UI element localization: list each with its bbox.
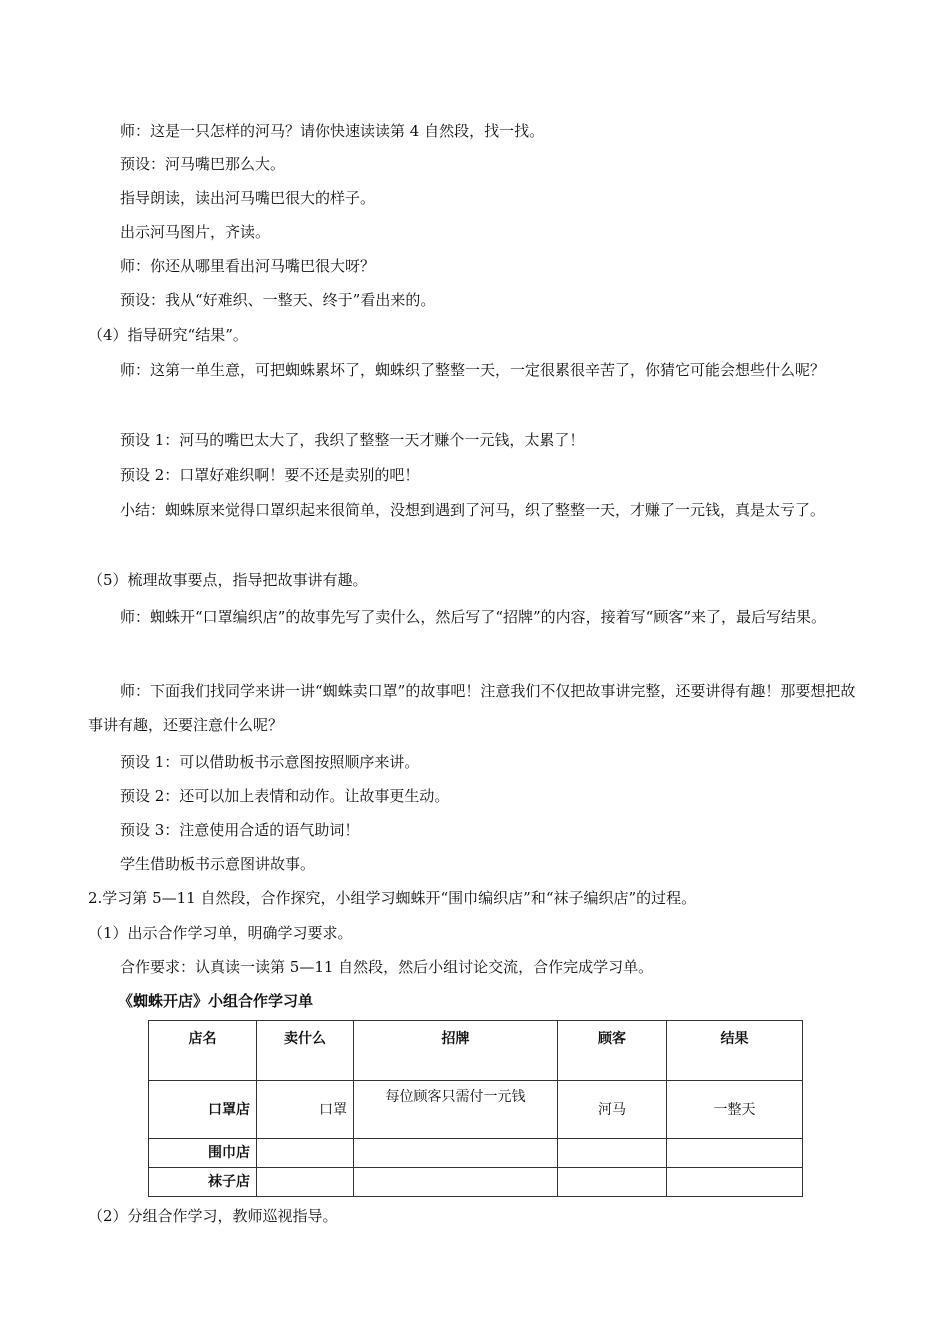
text-line: 师：你还从哪里看出河马嘴巴很大呀？ [120, 257, 376, 275]
text-line: 预设 3：注意使用合适的语气助词！ [120, 821, 360, 839]
table-header-row [149, 1021, 803, 1081]
table-cell [558, 1139, 667, 1168]
table-cell [354, 1168, 558, 1197]
table-row [149, 1139, 803, 1168]
text-line: 预设：河马嘴巴那么大。 [120, 155, 286, 173]
text-line: 预设 2：口罩好难织啊！要不还是卖别的吧！ [120, 466, 420, 484]
table-cell [558, 1168, 667, 1197]
section-heading: （2）分组合作学习，教师巡视指导。 [88, 1207, 338, 1225]
text-line: 预设 1：可以借助板书示意图按照顺序来讲。 [120, 753, 420, 771]
header-cell: 店名 [149, 1021, 257, 1081]
text-line: 预设 1：河马的嘴巴太大了，我织了整整一天才赚个一元钱，太累了！ [120, 431, 585, 449]
paragraph: 师：这第一单生意，可把蜘蛛累坏了，蜘蛛织了整整一天，一定很累很辛苦了，你猜它可能会想些什么呢？ [120, 361, 826, 379]
section-heading: （1）出示合作学习单，明确学习要求。 [88, 924, 353, 942]
header-cell: 招牌 [354, 1021, 558, 1081]
header-cell: 卖什么 [257, 1021, 354, 1081]
table-cell [257, 1139, 354, 1168]
table-row [149, 1081, 803, 1139]
table-cell: 一整天 [667, 1081, 803, 1139]
table-cell [667, 1168, 803, 1197]
table-cell: 口罩 [257, 1081, 354, 1139]
section-heading: （4）指导研究“结果”。 [88, 326, 248, 344]
header-cell: 结果 [667, 1021, 803, 1081]
table-cell [667, 1139, 803, 1168]
section-heading: （5）梳理故事要点，指导把故事讲有趣。 [88, 571, 368, 589]
study-sheet-table [148, 1020, 803, 1197]
text-line: 预设 2：还可以加上表情和动作。让故事更生动。 [120, 787, 450, 805]
table-cell: 口罩店 [149, 1081, 257, 1139]
table-cell: 每位顾客只需付一元钱 [354, 1081, 558, 1139]
table-cell: 围巾店 [149, 1139, 257, 1168]
paragraph: 小结：蜘蛛原来觉得口罩织起来很简单，没想到遇到了河马，织了整整一天，才赚了一元钱，真是太亏了。 [120, 501, 826, 519]
table-cell [354, 1139, 558, 1168]
text-line: 合作要求：认真读一读第 5—11 自然段，然后小组讨论交流，合作完成学习单。 [120, 958, 654, 976]
table-row [149, 1168, 803, 1197]
text-line: 出示河马图片，齐读。 [120, 223, 271, 241]
table-caption: 《蜘蛛开店》小组合作学习单 [118, 992, 314, 1010]
section-heading: 2.学习第 5—11 自然段，合作探究，小组学习蜘蛛开“围巾编织店”和“袜子编织店”的过程。 [88, 889, 697, 907]
text-line: 学生借助板书示意图讲故事。 [120, 855, 316, 873]
paragraph: 师：下面我们找同学来讲一讲“蜘蛛卖口罩”的故事吧！注意我们不仅把故事讲完整，还要讲得有趣！那要想把故事讲有趣，还要注意什么呢？ [88, 682, 856, 734]
table-cell: 河马 [558, 1081, 667, 1139]
header-cell: 顾客 [558, 1021, 667, 1081]
text-line: 指导朗读，读出河马嘴巴很大的样子。 [120, 189, 376, 207]
table-cell [257, 1168, 354, 1197]
table-cell: 袜子店 [149, 1168, 257, 1197]
paragraph: 师：蜘蛛开“口罩编织店”的故事先写了卖什么，然后写了“招牌”的内容，接着写“顾客”来了，最后写结果。 [120, 608, 827, 626]
text-line: 师：这是一只怎样的河马？请你快速读读第 4 自然段，找一找。 [120, 122, 545, 140]
text-line: 预设：我从“好难织、一整天、终于”看出来的。 [120, 291, 436, 309]
